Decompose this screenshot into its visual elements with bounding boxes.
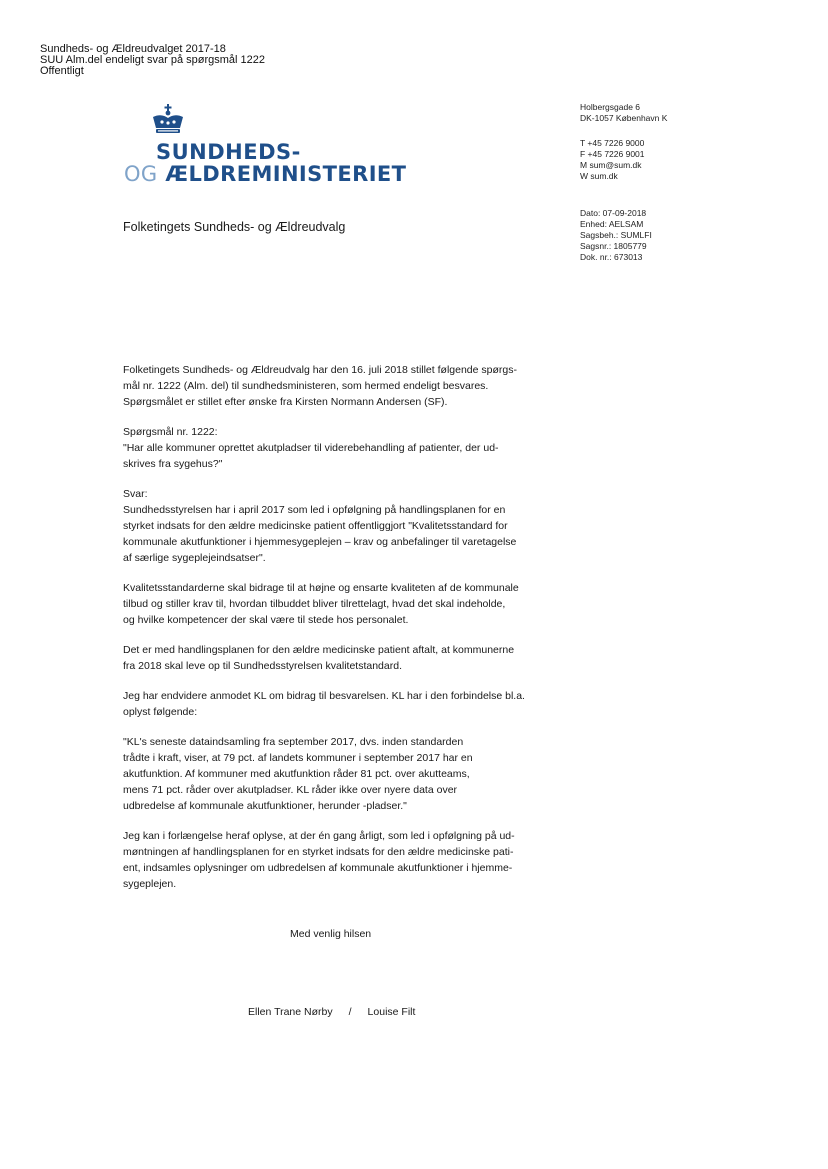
recipient: Folketingets Sundheds- og Ældreudvalg <box>123 220 346 234</box>
paragraph-line: kommunale akutfunktioner i hjemmesygeplejen – krav og anbefalinger til varetagelse <box>123 536 517 548</box>
caseworker: Sagsbeh.: SUMLFI <box>580 230 652 240</box>
paragraph-line: Spørgsmålet er stillet efter ønske fra Kirsten Normann Andersen (SF). <box>123 396 448 408</box>
date: Dato: 07-09-2018 <box>580 208 647 218</box>
website: W sum.dk <box>580 171 618 181</box>
paragraph <box>123 580 553 628</box>
paragraph <box>123 362 553 410</box>
letter-body <box>123 362 553 906</box>
header-committee: Sundheds- og Ældreudvalget 2017-18 <box>40 43 226 55</box>
logo-og: OG <box>124 162 158 186</box>
case-number: Sagsnr.: 1805779 <box>580 241 647 251</box>
closing: Med venlig hilsen <box>290 928 372 940</box>
signatory-minister: Ellen Trane Nørby <box>248 1006 333 1018</box>
paragraph-line: akutfunktion. Af kommuner med akutfunktion råder 81 pct. over akutteams, <box>123 768 470 780</box>
crown-icon <box>150 104 186 136</box>
paragraph-line: mål nr. 1222 (Alm. del) til sundhedsministeren, som hermed endeligt besvares. <box>123 380 489 392</box>
email: M sum@sum.dk <box>580 160 642 170</box>
paragraph-line: oplyst følgende: <box>123 706 198 718</box>
paragraph-line: Folketingets Sundheds- og Ældreudvalg har den 16. juli 2018 stillet følgende spørgs- <box>123 364 517 376</box>
paragraph-line: tilbud og stiller krav til, hvordan tilbuddet bliver tilrettelagt, hvad det skal indeholde, <box>123 598 506 610</box>
signature-separator: / <box>348 1006 352 1018</box>
sender-info <box>580 102 667 263</box>
paragraph-line: sygeplejen. <box>123 878 177 890</box>
paragraph-line: Jeg har endvidere anmodet KL om bidrag til besvarelsen. KL har i den forbindelse bl.a. <box>123 690 525 702</box>
paragraph <box>123 642 553 674</box>
paragraph <box>123 688 553 720</box>
logo-ministry: ÆLDREMINISTERIET <box>165 162 407 186</box>
paragraph-line: Det er med handlingsplanen for den ældre medicinske patient aftalt, at kommunerne <box>123 644 515 656</box>
paragraph-line: ent, indsamles oplysninger om udbredelsen af kommunale akutfunktioner i hjemme- <box>123 862 513 874</box>
address-city: DK-1057 København K <box>580 113 668 123</box>
paragraph-line: og hvilke kompetencer der skal være til stede hos personalet. <box>123 614 409 626</box>
paragraph <box>123 828 553 892</box>
paragraph-line: møntningen af handlingsplanen for en styrket indsats for den ældre medicinske pati- <box>123 846 514 858</box>
header-reference: SUU Alm.del endeligt svar på spørgsmål 1222 <box>40 54 265 66</box>
unit: Enhed: AELSAM <box>580 219 644 229</box>
document-number: Dok. nr.: 673013 <box>580 252 643 262</box>
paragraph-line: mens 71 pct. råder over akutpladser. KL råder ikke over nyere data over <box>123 784 458 796</box>
header-status: Offentligt <box>40 65 84 77</box>
paragraph-line: trådte i kraft, viser, at 79 pct. af landets kommuner i september 2017 har en <box>123 752 473 764</box>
paragraph-line: Jeg kan i forlængelse heraf oplyse, at der én gang årligt, som led i opfølgning på ud- <box>123 830 515 842</box>
paragraph-line: fra 2018 skal leve op til Sundhedsstyrelsen kvalitetstandard. <box>123 660 402 672</box>
paragraph <box>123 486 553 566</box>
paragraph-line: Spørgsmål nr. 1222: <box>123 426 218 438</box>
paragraph-line: skrives fra sygehus?" <box>123 458 223 470</box>
phone: T +45 7226 9000 <box>580 138 645 148</box>
paragraph-line: Sundhedsstyrelsen har i april 2017 som led i opfølgning på handlingsplanen for en <box>123 504 506 516</box>
paragraph <box>123 734 553 814</box>
paragraph-line: "KL's seneste dataindsamling fra september 2017, dvs. inden standarden <box>123 736 464 748</box>
paragraph-line: af særlige sygeplejeindsatser". <box>123 552 266 564</box>
paragraph-line: Svar: <box>123 488 148 500</box>
paragraph-line: "Har alle kommuner oprettet akutpladser til viderebehandling af patienter, der ud- <box>123 442 499 454</box>
paragraph <box>123 424 553 472</box>
logo-text-line1: SUNDHEDS- <box>156 140 301 164</box>
signatory-official: Louise Filt <box>367 1006 416 1018</box>
signature <box>248 1006 415 1018</box>
fax: F +45 7226 9001 <box>580 149 645 159</box>
document-header <box>40 44 265 77</box>
paragraph-line: Kvalitetsstandarderne skal bidrage til at højne og ensarte kvaliteten af de kommunale <box>123 582 519 594</box>
paragraph-line: udbredelse af kommunale akutfunktioner, herunder -pladser." <box>123 800 407 812</box>
paragraph-line: styrket indsats for den ældre medicinske patient offentliggjort "Kvalitetsstandard for <box>123 520 508 532</box>
logo-text-line2 <box>124 162 406 186</box>
address-street: Holbergsgade 6 <box>580 102 641 112</box>
